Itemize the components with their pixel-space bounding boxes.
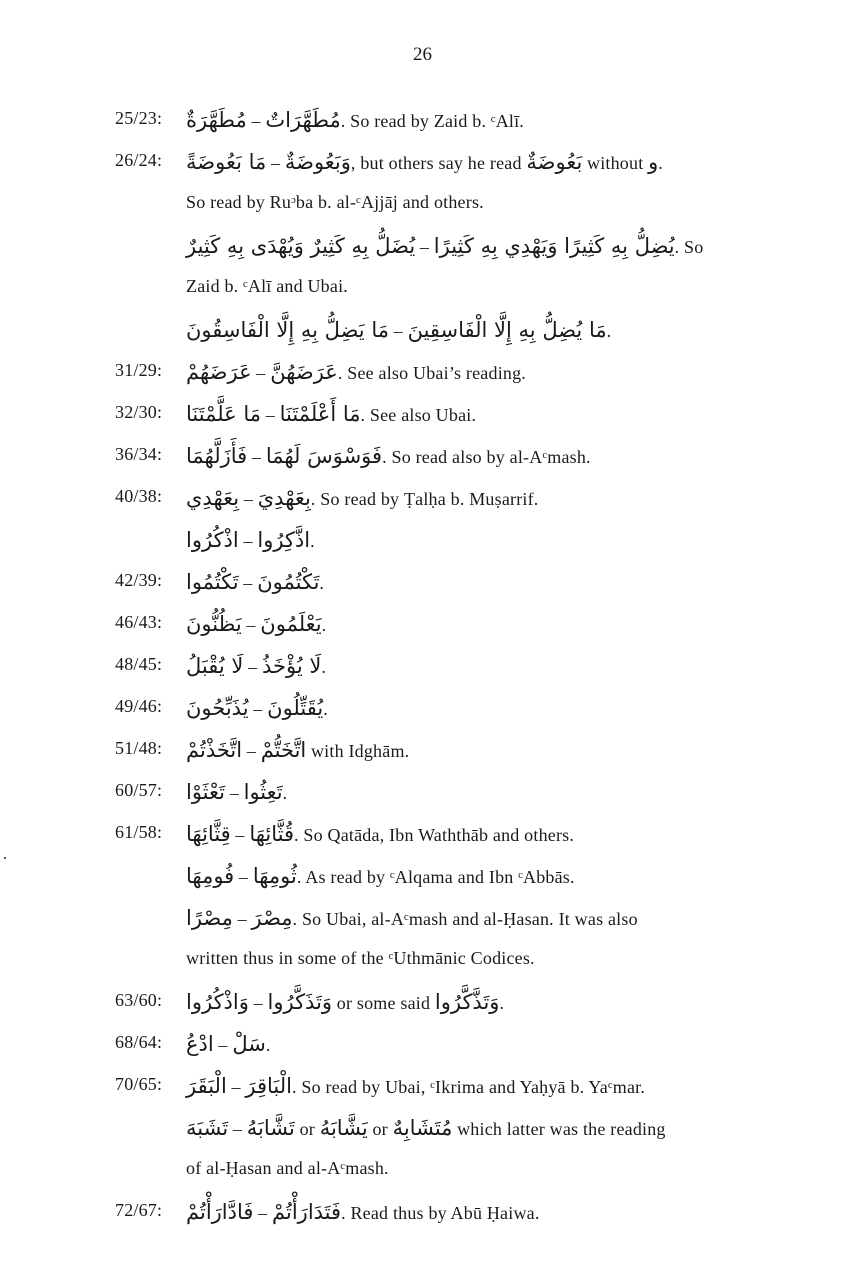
commentary-text: – bbox=[261, 405, 280, 425]
arabic-reading: يُقَتِّلُونَ bbox=[267, 696, 324, 720]
reading-text bbox=[186, 990, 504, 1014]
reading-text bbox=[186, 864, 575, 888]
commentary-text: – bbox=[225, 783, 244, 803]
commentary-text: – bbox=[226, 1077, 246, 1097]
reading-text bbox=[186, 360, 526, 384]
arabic-reading: يَعْلَمُونَ bbox=[260, 612, 322, 636]
verse-reference: 42/39: bbox=[115, 570, 163, 590]
arabic-reading: اذَّكِرُوا bbox=[257, 528, 311, 552]
reading-line bbox=[0, 226, 845, 266]
arabic-reading: يُذَبِّحُونَ bbox=[186, 696, 249, 720]
reading-text bbox=[186, 528, 315, 552]
arabic-reading: مِصْرَ bbox=[251, 906, 293, 930]
commentary-text: or bbox=[367, 1119, 393, 1139]
reading-line bbox=[0, 1150, 845, 1190]
reading-line bbox=[0, 562, 845, 602]
verse-reference: 51/48: bbox=[115, 738, 163, 758]
arabic-reading: لَا يُقْبَلُ bbox=[186, 654, 244, 678]
reading-text bbox=[186, 486, 539, 510]
arabic-reading: تَكْتُمُوا bbox=[186, 570, 239, 594]
arabic-reading: تَعِثُوا bbox=[243, 780, 283, 804]
commentary-text: . As read by ᶜAlqama and Ibn ᶜAbbās. bbox=[296, 867, 575, 887]
arabic-reading: وَتَذَّكَّرُوا bbox=[434, 990, 500, 1014]
commentary-text: – bbox=[242, 741, 261, 761]
arabic-reading: بِعَهْدِي bbox=[186, 486, 240, 510]
reading-text bbox=[186, 570, 324, 594]
reading-text bbox=[186, 1074, 645, 1098]
arabic-reading: يَظُنُّونَ bbox=[186, 612, 242, 636]
commentary-text: . bbox=[323, 699, 328, 719]
reading-line bbox=[0, 1108, 845, 1148]
arabic-reading: مَا يَضِلُّ بِهِ إِلَّا الْفَاسِقُونَ bbox=[186, 318, 389, 342]
reading-line bbox=[0, 688, 845, 728]
verse-reference: 68/64: bbox=[115, 1032, 163, 1052]
arabic-reading: تَكْتُمُونَ bbox=[257, 570, 320, 594]
commentary-text: without bbox=[582, 153, 649, 173]
reading-line bbox=[0, 520, 845, 560]
arabic-reading: مُطَهَّرَةٌ bbox=[186, 108, 247, 132]
page-number: 26 bbox=[413, 44, 432, 65]
verse-reference: 49/46: bbox=[115, 696, 163, 716]
reading-line bbox=[0, 772, 845, 812]
commentary-text: . So Ubai, al-Aᶜmash and al-Ḥasan. It was also bbox=[292, 909, 638, 929]
commentary-text: – bbox=[248, 993, 268, 1013]
commentary-text: – bbox=[248, 699, 268, 719]
verse-reference: 63/60: bbox=[115, 990, 163, 1010]
reading-text bbox=[186, 654, 326, 678]
arabic-reading: وَتَذَكَّرُوا bbox=[267, 990, 333, 1014]
arabic-reading: مِصْرًا bbox=[186, 906, 233, 930]
reading-line bbox=[0, 856, 845, 896]
verse-reference: 26/24: bbox=[115, 150, 163, 170]
arabic-reading: سَلْ bbox=[232, 1032, 266, 1056]
arabic-reading: عَرَضَهُمْ bbox=[186, 360, 252, 384]
commentary-text: . So Qatāda, Ibn Waththāb and others. bbox=[294, 825, 575, 845]
arabic-reading: ثُومِهَا bbox=[252, 864, 297, 888]
commentary-text: So read by Ruᵓba b. al-ᶜAjjāj and others. bbox=[186, 192, 484, 212]
reading-text bbox=[186, 108, 524, 132]
commentary-text: – bbox=[239, 489, 258, 509]
arabic-reading: فَادَّارَأْتُمْ bbox=[186, 1200, 254, 1224]
commentary-text: . bbox=[282, 783, 288, 803]
verse-reference: 32/30: bbox=[115, 402, 163, 422]
commentary-text: Zaid b. ᶜAlī and Ubai. bbox=[186, 276, 348, 296]
commentary-text: – bbox=[246, 111, 266, 131]
arabic-reading: مُتَشَابِهٌ bbox=[392, 1116, 453, 1140]
commentary-text: – bbox=[253, 1203, 273, 1223]
reading-line bbox=[0, 100, 845, 140]
verse-reference: 25/23: bbox=[115, 108, 163, 128]
reading-line bbox=[0, 184, 845, 224]
commentary-text: . bbox=[321, 615, 327, 635]
reading-text bbox=[186, 738, 409, 762]
reading-text bbox=[186, 1158, 389, 1179]
reading-text bbox=[186, 906, 638, 930]
reading-text bbox=[186, 780, 287, 804]
verse-reference: 36/34: bbox=[115, 444, 163, 464]
reading-text bbox=[186, 234, 703, 258]
arabic-reading: قِثَّائِهَا bbox=[186, 822, 231, 846]
commentary-text: . So read by Zaid b. ᶜAlī. bbox=[340, 111, 524, 131]
commentary-text: . See also Ubai’s reading. bbox=[337, 363, 526, 383]
reading-line bbox=[0, 898, 845, 938]
commentary-text: – bbox=[232, 909, 252, 929]
arabic-reading: يُضِلُّ بِهِ كَثِيرًا وَيَهْدِي بِهِ كَثِيرًا bbox=[433, 234, 675, 258]
commentary-text: – bbox=[238, 573, 258, 593]
reading-text bbox=[186, 822, 574, 846]
reading-text bbox=[186, 444, 591, 468]
reading-text bbox=[186, 318, 611, 342]
reading-line bbox=[0, 310, 845, 350]
arabic-reading: مَا يُضِلُّ بِهِ إِلَّا الْفَاسِقِينَ bbox=[407, 318, 607, 342]
arabic-reading: قُثَّائِهَا bbox=[249, 822, 295, 846]
commentary-text: . Read thus by Abū Ḥaiwa. bbox=[341, 1203, 540, 1223]
arabic-reading: وَاذْكُرُوا bbox=[186, 990, 249, 1014]
reading-line bbox=[0, 352, 845, 392]
commentary-text: . See also Ubai. bbox=[360, 405, 477, 425]
reading-text bbox=[186, 192, 484, 213]
commentary-text: . bbox=[321, 657, 327, 677]
commentary-text: – bbox=[388, 321, 408, 341]
reading-text bbox=[186, 1116, 666, 1140]
arabic-reading: عَرَضَهُنَّ bbox=[270, 360, 338, 384]
reading-line bbox=[0, 730, 845, 770]
arabic-reading: مَا بَعُوضَةً bbox=[186, 150, 267, 174]
arabic-reading: اتَّخَذْتُمْ bbox=[186, 738, 243, 762]
arabic-reading: يُضَلُّ بِهِ كَثِيرٌ وَيُهْدَى بِهِ كَثِيرٌ bbox=[186, 234, 416, 258]
verse-reference: 60/57: bbox=[115, 780, 163, 800]
arabic-reading: مَا أَعْلَمْتَنَا bbox=[279, 402, 361, 426]
arabic-reading: فُومِهَا bbox=[186, 864, 235, 888]
reading-line bbox=[0, 478, 845, 518]
commentary-text: – bbox=[266, 153, 285, 173]
commentary-text: written thus in some of the ᶜUthmānic Codices. bbox=[186, 948, 535, 968]
verse-reference: 46/43: bbox=[115, 612, 163, 632]
commentary-text: – bbox=[213, 1035, 233, 1055]
commentary-text: which latter was the reading bbox=[452, 1119, 666, 1139]
commentary-text: of al-Ḥasan and al-Aᶜmash. bbox=[186, 1158, 389, 1178]
reading-text bbox=[186, 402, 476, 426]
arabic-reading: اذْكُرُوا bbox=[186, 528, 239, 552]
commentary-text: . bbox=[658, 153, 663, 173]
arabic-reading: ادْعُ bbox=[186, 1032, 214, 1056]
commentary-text: – bbox=[415, 237, 434, 257]
arabic-reading: فَأَزَلَّهُمَا bbox=[186, 444, 248, 468]
commentary-text: – bbox=[243, 657, 262, 677]
verse-reference: 72/67: bbox=[115, 1200, 163, 1220]
arabic-reading: تَشَبَهَ bbox=[186, 1116, 229, 1140]
reading-text bbox=[186, 612, 326, 636]
commentary-text: . bbox=[265, 1035, 271, 1055]
commentary-text: . So read by Ṭalḥa b. Muṣarrif. bbox=[310, 489, 539, 509]
verse-reference: 40/38: bbox=[115, 486, 163, 506]
reading-line bbox=[0, 142, 845, 182]
arabic-reading: تَشَّابَهُ bbox=[246, 1116, 295, 1140]
reading-line bbox=[0, 1192, 845, 1232]
reading-text bbox=[186, 1200, 540, 1224]
commentary-text: – bbox=[241, 615, 261, 635]
reading-line bbox=[0, 1066, 845, 1106]
commentary-text: . So bbox=[674, 237, 704, 257]
reading-line bbox=[0, 268, 845, 308]
reading-line bbox=[0, 646, 845, 686]
commentary-text: . bbox=[499, 993, 505, 1013]
reading-text bbox=[186, 1032, 271, 1056]
reading-line bbox=[0, 940, 845, 980]
commentary-text: – bbox=[234, 867, 253, 887]
verse-reference: 31/29: bbox=[115, 360, 163, 380]
reading-text bbox=[186, 948, 535, 969]
commentary-text: . So read by Ubai, ᶜIkrima and Yaḥyā b. Yaᶜmar. bbox=[291, 1077, 646, 1097]
commentary-text: . bbox=[606, 321, 612, 341]
commentary-text: . bbox=[310, 531, 315, 551]
arabic-reading: مُطَهَّرَاتٌ bbox=[265, 108, 341, 132]
arabic-reading: تَعْثَوْا bbox=[186, 780, 225, 804]
verse-reference: 70/65: bbox=[115, 1074, 163, 1094]
reading-line bbox=[0, 436, 845, 476]
commentary-text: or some said bbox=[332, 993, 435, 1013]
commentary-text: – bbox=[247, 447, 266, 467]
commentary-text: . bbox=[319, 573, 325, 593]
arabic-reading: وَبَعُوضَةٌ bbox=[284, 150, 351, 174]
arabic-reading: فَتَدَارَأْتُمْ bbox=[272, 1200, 342, 1224]
arabic-reading: بَعُوضَةٌ bbox=[526, 150, 583, 174]
arabic-reading: اتَّخَتُّمْ bbox=[260, 738, 307, 762]
verse-reference: 48/45: bbox=[115, 654, 163, 674]
arabic-reading: الْبَقَرَ bbox=[186, 1074, 227, 1098]
reading-line bbox=[0, 1024, 845, 1064]
arabic-reading: مَا عَلَّمْتَنَا bbox=[186, 402, 262, 426]
commentary-text: , but others say he read bbox=[350, 153, 527, 173]
arabic-reading: لَا يُؤْخَذُ bbox=[261, 654, 322, 678]
commentary-text: – bbox=[251, 363, 271, 383]
arabic-reading: فَوَسْوَسَ لَهُمَا bbox=[265, 444, 383, 468]
commentary-text: – bbox=[228, 1119, 247, 1139]
arabic-reading: بِعَهْدِيَ bbox=[257, 486, 311, 510]
reading-text bbox=[186, 276, 348, 297]
commentary-text: – bbox=[238, 531, 258, 551]
arabic-reading: يَشَّابَهُ bbox=[319, 1116, 368, 1140]
commentary-text: – bbox=[230, 825, 250, 845]
reading-text bbox=[186, 150, 663, 174]
reading-line bbox=[0, 814, 845, 854]
arabic-reading: و bbox=[648, 150, 659, 174]
commentary-text: or bbox=[294, 1119, 320, 1139]
reading-text bbox=[186, 696, 328, 720]
reading-line bbox=[0, 982, 845, 1022]
reading-line bbox=[0, 604, 845, 644]
arabic-reading: الْبَاقِرَ bbox=[245, 1074, 292, 1098]
commentary-text: . So read also by al-Aᶜmash. bbox=[382, 447, 591, 467]
commentary-text: with Idghām. bbox=[306, 741, 410, 761]
reading-line bbox=[0, 394, 845, 434]
verse-reference: 61/58: bbox=[115, 822, 163, 842]
